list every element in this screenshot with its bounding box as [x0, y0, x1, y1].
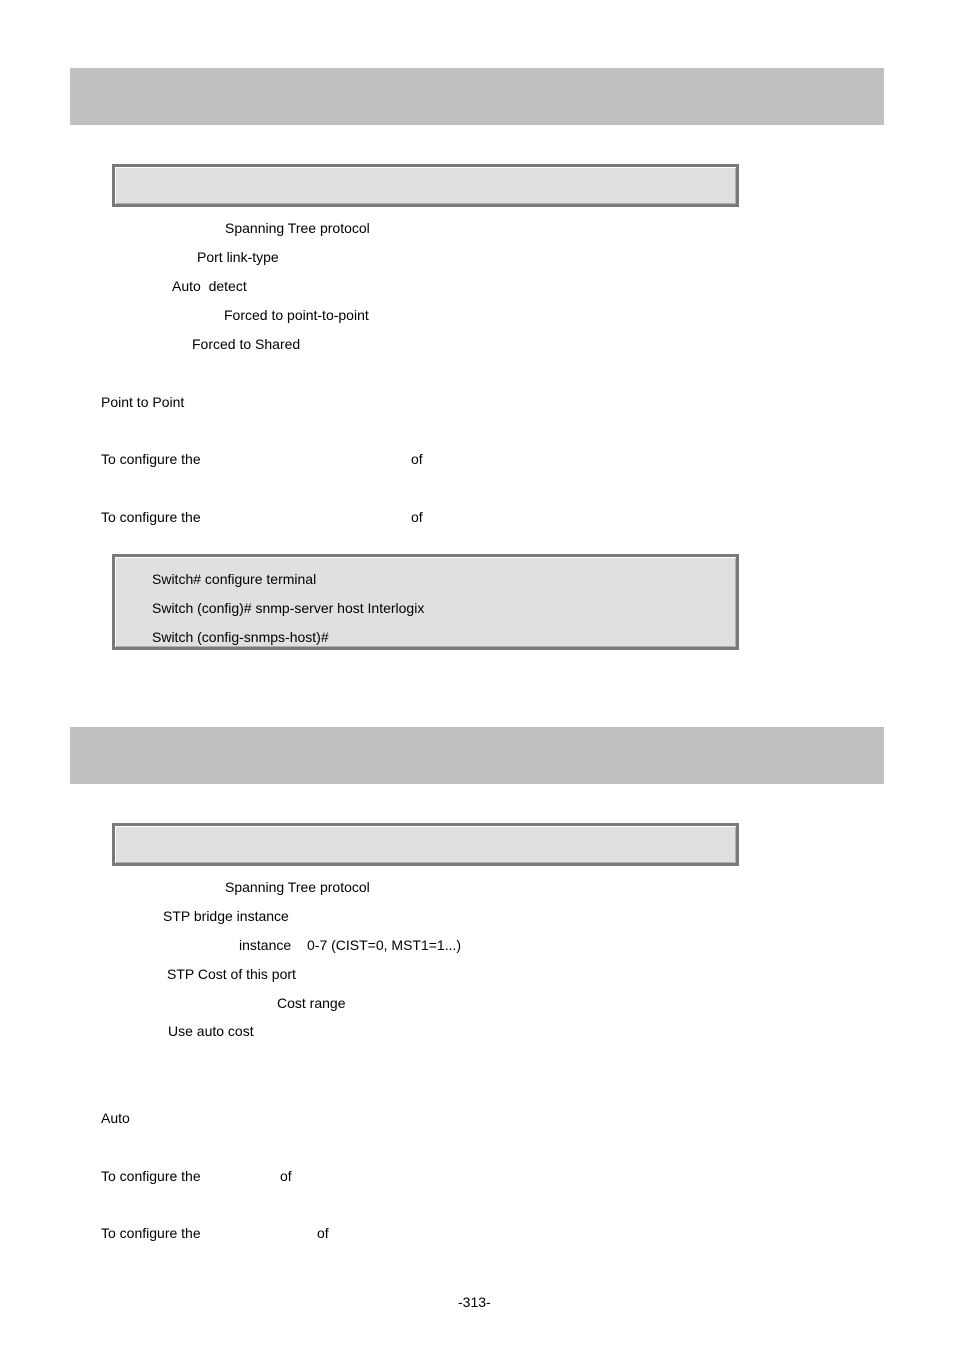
usage-text: To configure the — [101, 1225, 201, 1241]
section-1-command-box — [112, 164, 739, 207]
syntax-line: Forced to Shared — [192, 336, 301, 352]
usage-text: of — [317, 1225, 329, 1241]
default-value: Auto — [101, 1110, 130, 1126]
usage-text: To configure the — [101, 451, 201, 467]
syntax-line: STP bridge instance — [163, 908, 289, 924]
syntax-line: Cost range — [277, 995, 346, 1011]
syntax-line: Use auto cost — [168, 1023, 254, 1039]
section-2-command-box — [112, 823, 739, 866]
syntax-line: Spanning Tree protocol — [225, 220, 370, 236]
usage-text: To configure the — [101, 509, 201, 525]
syntax-line: Auto detect — [172, 278, 247, 294]
syntax-line: Forced to point-to-point — [224, 307, 369, 323]
example-line: Switch (config)# snmp-server host Interlogix — [152, 600, 425, 616]
syntax-line: Port link-type — [197, 249, 279, 265]
section-2-title-band — [70, 727, 884, 784]
section-1-title-band — [70, 68, 884, 125]
default-value: Point to Point — [101, 394, 185, 410]
usage-text: of — [280, 1168, 292, 1184]
syntax-line: STP Cost of this port — [167, 966, 296, 982]
syntax-line: 0-7 (CIST=0, MST1=1...) — [307, 937, 462, 953]
example-line: Switch (config-snmps-host)# — [152, 629, 329, 645]
usage-text: To configure the — [101, 1168, 201, 1184]
syntax-line: Spanning Tree protocol — [225, 879, 370, 895]
usage-text: of — [411, 509, 423, 525]
page-number: -313- — [458, 1294, 491, 1310]
syntax-line: instance — [239, 937, 292, 953]
usage-text: of — [411, 451, 423, 467]
example-line: Switch# configure terminal — [152, 571, 317, 587]
